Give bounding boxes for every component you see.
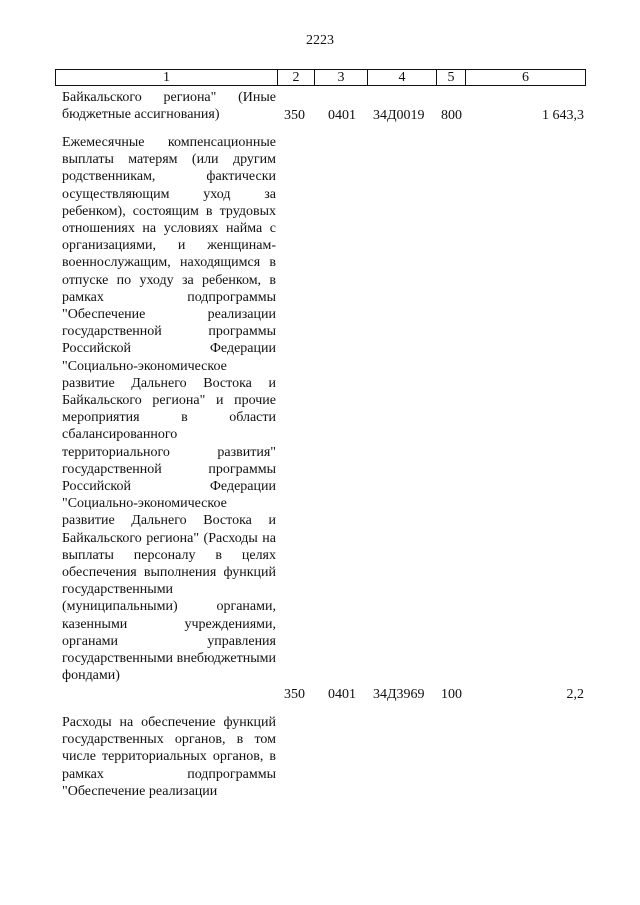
- table-row-sum: 1 643,3: [542, 108, 584, 123]
- table-row-vr: 100: [441, 687, 462, 702]
- table-row-description: Ежемесячные компенсационные выплаты матерям (или другим родственникам, фактически осуществляющим уход за ребенком), состоящим в трудовых отношениях на условиях найма с организациями, и женщинам-военнослужащим, находящимся в отпуске по уходу за ребенком, в рамках подпрограммы "Обеспечение реализации государственной программы Российской Федерации "Социально-экономическое развитие Дальнего Востока и Байкальского региона" и прочие мероприятия в области сбалансированного территориального развития" государственной программы Российской Федерации "Социально-экономическое развитие Дальнего Востока и Байкальского региона" (Расходы на выплаты персоналу в целях обеспечения выполнения функций государственными (муниципальными) органами, казенными учреждениями, органами управления государственными внебюджетными фондами): [62, 135, 276, 684]
- column-header-6: 6: [522, 70, 529, 85]
- column-header-3: 3: [315, 70, 368, 85]
- table-row-rzpr: 0401: [328, 687, 356, 702]
- table-row-description: Байкальского региона" (Иные бюджетные ассигнования): [62, 90, 276, 123]
- page-number: 2223: [306, 33, 334, 48]
- table-column-header: [55, 69, 586, 86]
- column-header-2: 2: [278, 70, 315, 85]
- table-row-grbs: 350: [284, 687, 305, 702]
- table-row-sum: 2,2: [566, 687, 584, 702]
- table-row-csr: 34Д0019: [373, 108, 425, 123]
- table-row-vr: 800: [441, 108, 462, 123]
- column-header-1: 1: [56, 70, 278, 85]
- table-row-csr: 34Д3969: [373, 687, 425, 702]
- table-row-description: Расходы на обеспечение функций государственных органов, в том числе территориальных органов, в рамках подпрограммы "Обеспечение реализации: [62, 715, 276, 799]
- column-header-5: 5: [437, 70, 466, 85]
- table-row-grbs: 350: [284, 108, 305, 123]
- table-row-rzpr: 0401: [328, 108, 356, 123]
- column-header-4: 4: [368, 70, 437, 85]
